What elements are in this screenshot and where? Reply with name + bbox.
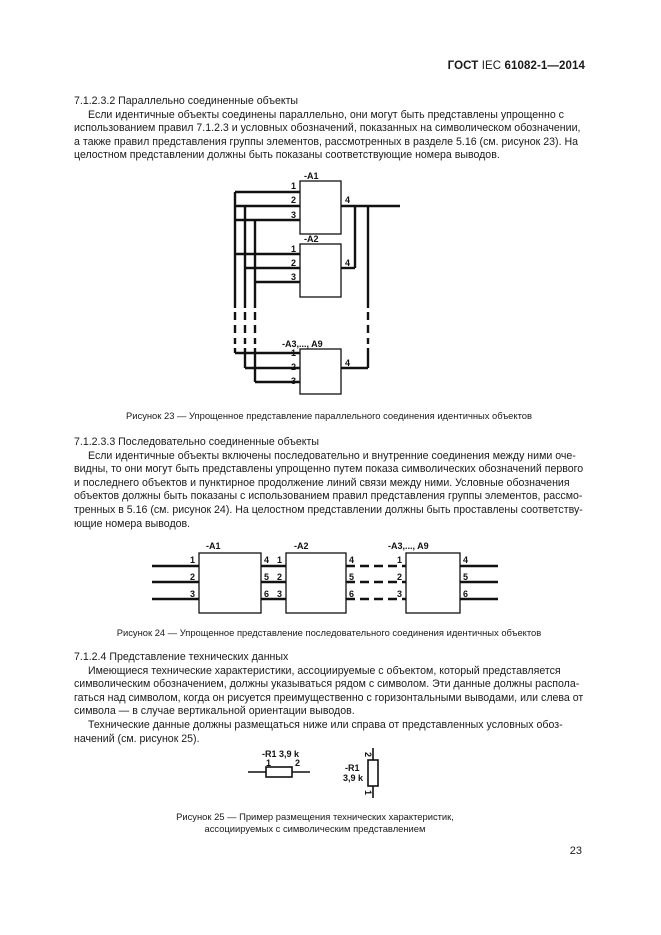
pin-number: 2 — [295, 758, 301, 768]
pin-number: 3 — [291, 376, 297, 386]
pin-number: 1 — [190, 555, 196, 565]
pin-number: 1 — [291, 181, 297, 191]
figure-25-resistor-diagram — [240, 744, 390, 800]
pin-number: 6 — [349, 589, 355, 599]
paragraph-line: Если идентичные объекты соединены параллельно, они могут быть представлены упрощенно с — [88, 108, 564, 121]
section-technical-data — [74, 651, 584, 746]
header-prefix: ГОСТ — [447, 60, 479, 72]
paragraph-line: тренных в 5.16 (см. рисунок 24). На целостном представлении должны быть проставлены соответству- — [74, 503, 583, 516]
pin-number: 6 — [264, 589, 270, 599]
pin-number: 3 — [190, 589, 196, 599]
figure-25-caption — [150, 811, 480, 834]
object-box-a1 — [300, 181, 341, 234]
section-series — [74, 436, 584, 531]
object-box-a2 — [300, 244, 341, 297]
pin-number: 4 — [345, 358, 351, 368]
label-a2: -A2 — [294, 541, 309, 551]
paragraph-line: использованием правил 7.1.2.3 и условных обозначений, показанных на символическом обозначении, — [74, 122, 581, 135]
resistor-label: -R1 3,9 k — [262, 749, 300, 759]
caption-line: ассоциируемых с символическим представлением — [204, 822, 426, 834]
pin-number: 2 — [397, 572, 403, 582]
pin-number: 2 — [291, 258, 297, 268]
pin-number: 5 — [349, 572, 355, 582]
header-number: 61082-1—2014 — [504, 60, 585, 72]
pin-number: 1 — [363, 790, 373, 796]
section-heading: 7.1.2.3.3 Последовательно соединенные объекты — [74, 436, 320, 448]
paragraph-line: символа — в случае вертикальной ориентации выводов. — [74, 705, 355, 718]
paragraph-line: гаться над символом, когда он рисуется преимущественно с горизонтальными выводами, или слева от — [74, 691, 584, 704]
pin-number: 6 — [463, 589, 469, 599]
figure-24-series-diagram — [150, 538, 500, 618]
pin-number: 1 — [291, 244, 297, 254]
pin-number: 4 — [345, 258, 351, 268]
section-heading: 7.1.2.4 Представление технических данных — [74, 651, 289, 663]
paragraph-line: видны, то они могут быть представлены упрощенно путем показа символических обозначений первого — [74, 463, 584, 476]
pin-number: 4 — [345, 195, 351, 205]
pin-number: 1 — [266, 758, 272, 768]
paragraph-line: символическим обозначением, должны указываться рядом с символом. Эти данные должны распола- — [74, 678, 580, 691]
figure-24-caption: Рисунок 24 — Упрощенное представление последовательного соединения идентичных объектов — [116, 627, 542, 638]
resistor-vertical — [368, 760, 378, 786]
paragraph-line: Имеющиеся технические характеристики, ассоциируемые с объектом, который представляется — [88, 664, 561, 677]
pin-number: 3 — [291, 272, 297, 282]
document-header — [448, 60, 585, 72]
object-box-a2 — [286, 553, 346, 613]
pin-number: 2 — [277, 572, 283, 582]
pin-number: 2 — [291, 195, 297, 205]
paragraph-line: а также правил представления группы элементов, рассмотренных в разделе 5.16 (см. рисунок 23). На — [74, 135, 579, 148]
object-box-a1 — [199, 553, 261, 613]
figure-23-caption: Рисунок 23 — Упрощенное представление параллельного соединения идентичных объектов — [126, 410, 532, 421]
paragraph-line: начений (см. рисунок 25). — [74, 732, 200, 745]
paragraph-line: ющие номера выводов. — [74, 517, 191, 530]
paragraph-line: объектов должны быть показаны с использованием правил представления группы элементов, рассмо- — [74, 490, 583, 503]
pin-number: 3 — [397, 589, 403, 599]
pin-number: 5 — [463, 572, 469, 582]
label-a3: -A3,..., A9 — [282, 339, 323, 349]
paragraph-line: и последнего объектов и пунктирное продолжение линий связи между ними. Условные обозначения — [74, 476, 570, 489]
resistor-label: -R1 — [345, 763, 360, 773]
pin-number: 5 — [264, 572, 270, 582]
header-standard: IEC — [481, 60, 502, 72]
object-box-a3 — [300, 349, 341, 394]
resistor-horizontal — [266, 767, 292, 777]
label-a1: -A1 — [304, 171, 319, 181]
pin-number: 1 — [397, 555, 403, 565]
label-a1: -A1 — [206, 541, 221, 551]
pin-number: 4 — [463, 555, 469, 565]
paragraph-line: Если идентичные объекты включены последовательно и внутренние соединения между ними оче- — [88, 449, 576, 462]
pin-number: 4 — [349, 555, 355, 565]
pin-number: 3 — [277, 589, 283, 599]
figure-23-parallel-diagram — [200, 168, 420, 398]
section-parallel — [74, 95, 584, 163]
pin-number: 1 — [291, 348, 297, 358]
pin-number: 2 — [363, 752, 373, 758]
resistor-value: 3,9 k — [343, 773, 364, 783]
label-a2: -A2 — [304, 234, 319, 244]
section-heading: 7.1.2.3.2 Параллельно соединенные объекты — [74, 95, 299, 107]
pin-number: 3 — [291, 210, 297, 220]
object-box-a3 — [406, 553, 460, 613]
pin-number: 2 — [291, 362, 297, 372]
page-number: 23 — [569, 845, 582, 857]
pin-number: 1 — [277, 555, 283, 565]
pin-number: 4 — [264, 555, 270, 565]
paragraph-line: целостном представлении должны быть показаны соответствующие номера выводов. — [74, 149, 500, 162]
label-a3: -A3,..., A9 — [388, 541, 429, 551]
caption-line: Рисунок 25 — Пример размещения технических характеристик, — [176, 811, 454, 822]
paragraph-line: Технические данные должны размещаться ниже или справа от представленных условных обоз- — [88, 718, 563, 731]
pin-number: 2 — [190, 572, 196, 582]
